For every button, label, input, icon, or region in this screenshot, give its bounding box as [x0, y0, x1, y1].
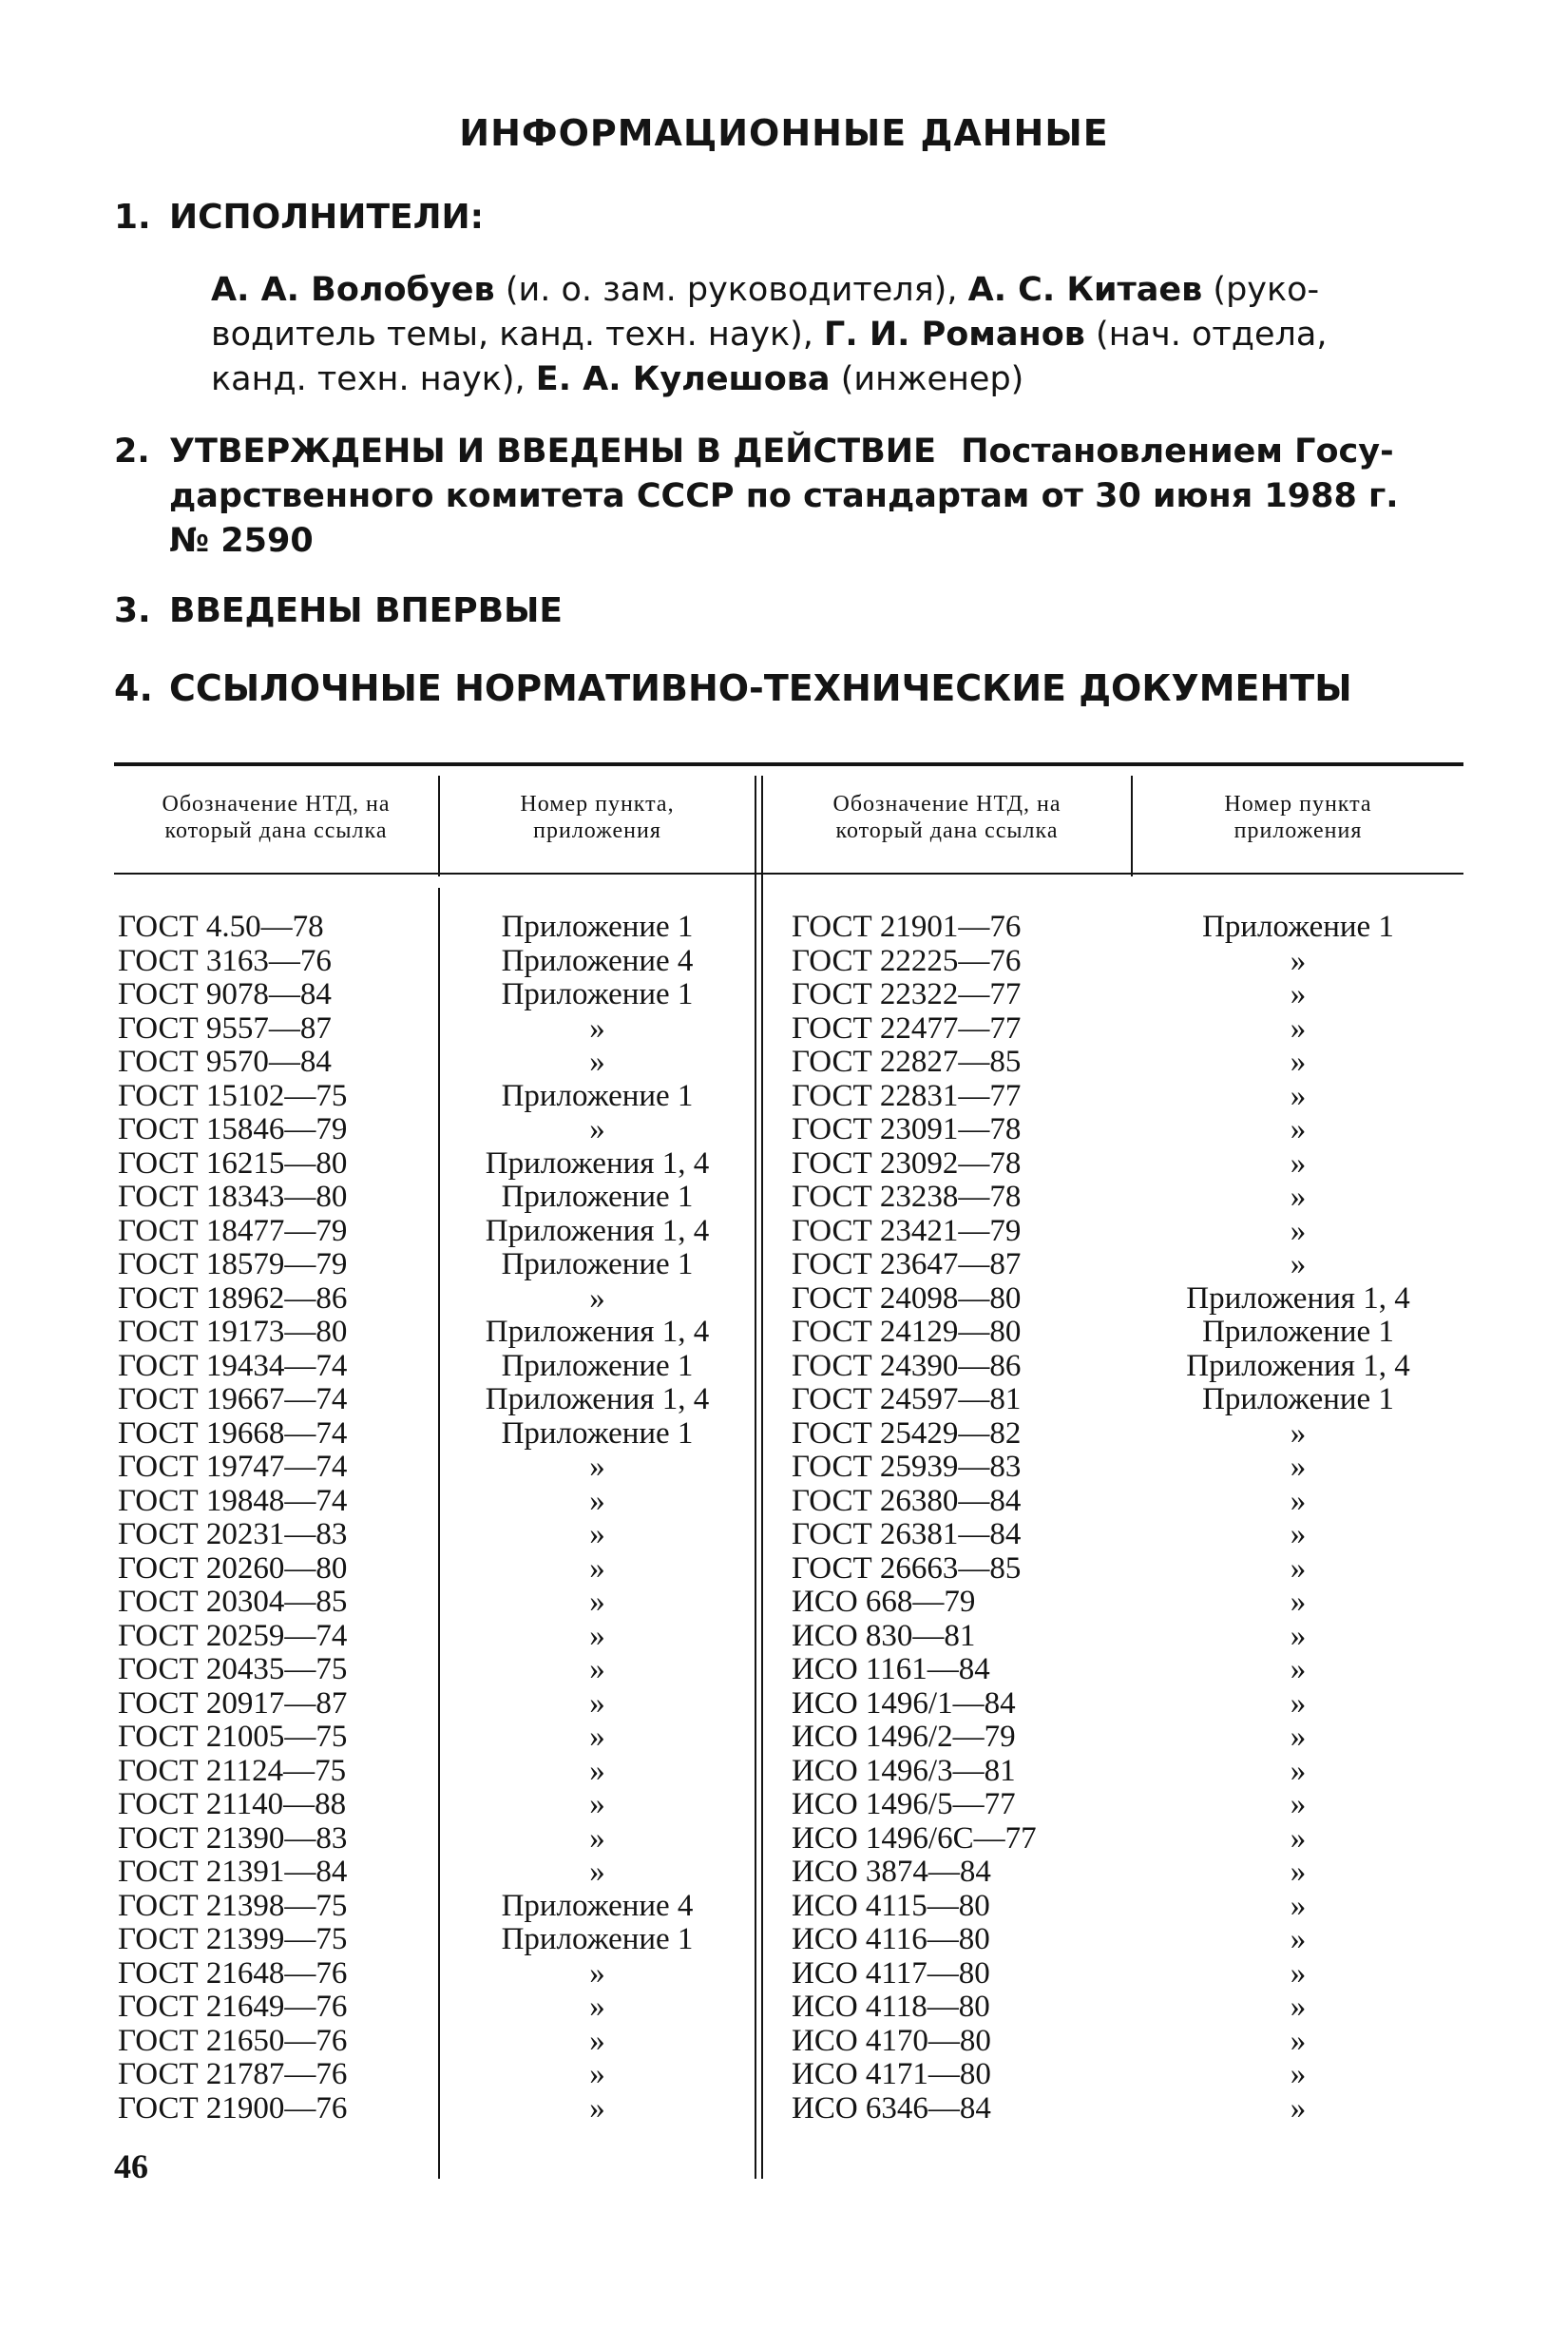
- table-cell-item: Приложения 1, 4: [1186, 1280, 1410, 1316]
- table-cell-doc: ГОСТ 22831—77: [792, 1078, 1022, 1113]
- header-text: Обозначение НТД, на: [162, 792, 391, 817]
- table-cell-item: »: [589, 1720, 605, 1754]
- header-left-item: [440, 791, 755, 844]
- table-cell-item: »: [1290, 1685, 1307, 1721]
- page-title: ИНФОРМАЦИОННЫЕ ДАННЫЕ: [459, 112, 1109, 154]
- table-cell-item: »: [1290, 1787, 1307, 1821]
- left-doc-column: [118, 911, 436, 2126]
- table-cell-doc: ГОСТ 21787—76: [118, 2057, 348, 2091]
- table-cell-doc: ИСО 668—79: [792, 1585, 976, 1619]
- performers-line-3: [211, 357, 1465, 402]
- header-right-item: [1133, 791, 1463, 844]
- header-text: Номер пункта: [1224, 792, 1372, 817]
- right-item-column: [1133, 911, 1463, 2126]
- header-right-doc: [763, 791, 1131, 844]
- table-cell-item: »: [1290, 1990, 1307, 2024]
- section-2-paragraph: [114, 430, 1463, 564]
- table-cell-item: »: [589, 1787, 605, 1821]
- section-number: 2.: [114, 433, 150, 471]
- table-cell-doc: ГОСТ 22477—77: [792, 1010, 1022, 1046]
- table-cell-doc: ИСО 830—81: [792, 1618, 976, 1653]
- approval-text: дарственного комитета СССР по стандартам от 30 июня 1988 г.: [169, 477, 1399, 515]
- table-cell-item: Приложение 1: [501, 1180, 694, 1214]
- performer-name: Г. И. Романов: [824, 316, 1085, 354]
- table-cell-item: »: [1290, 2023, 1307, 2058]
- table-top-rule: [114, 762, 1463, 766]
- table-cell-item: Приложение 1: [1202, 1315, 1394, 1349]
- table-cell-item: »: [589, 1483, 605, 1518]
- performers-line-2: [211, 313, 1465, 357]
- table-cell-doc: ГОСТ 25429—82: [792, 1415, 1022, 1451]
- section-title: ИСПОЛНИТЕЛИ:: [169, 198, 485, 237]
- table-cell-item: Приложение 1: [501, 1922, 694, 1956]
- table-cell-doc: ГОСТ 21005—75: [118, 1720, 348, 1754]
- table-cell-item: »: [589, 1685, 605, 1721]
- table-cell-item: »: [1290, 1550, 1307, 1586]
- table-cell-item: »: [589, 1990, 605, 2024]
- table-cell-doc: ИСО 3874—84: [792, 1855, 991, 1889]
- table-cell-item: Приложение 1: [501, 910, 694, 944]
- table-cell-item: »: [1290, 1180, 1307, 1214]
- table-cell-doc: ГОСТ 20231—83: [118, 1517, 348, 1551]
- performer-role: (руко-: [1213, 271, 1320, 309]
- table-cell-doc: ГОСТ 21649—76: [118, 1990, 348, 2024]
- table-cell-item: »: [589, 1652, 605, 1686]
- section-number: 3.: [114, 591, 151, 630]
- table-cell-item: »: [589, 2090, 605, 2126]
- table-cell-item: »: [1290, 2090, 1307, 2126]
- approval-number: № 2590: [169, 522, 314, 560]
- section-title: ССЫЛОЧНЫЕ НОРМАТИВНО-ТЕХНИЧЕСКИЕ ДОКУМЕНТЫ: [169, 667, 1352, 709]
- table-cell-item: »: [1290, 2057, 1307, 2091]
- table-cell-item: »: [589, 1855, 605, 1889]
- table-cell-doc: ИСО 1496/5—77: [792, 1787, 1016, 1821]
- table-cell-item: »: [589, 1450, 605, 1484]
- table-cell-item: »: [1290, 1078, 1307, 1113]
- table-cell-item: Приложение 4: [501, 943, 694, 978]
- table-cell-item: Приложения 1, 4: [485, 1382, 710, 1416]
- section-number: 1.: [114, 198, 151, 237]
- table-cell-doc: ГОСТ 19667—74: [118, 1382, 348, 1416]
- table-cell-item: »: [1290, 1483, 1307, 1518]
- table-cell-doc: ГОСТ 20435—75: [118, 1652, 348, 1686]
- table-cell-doc: ГОСТ 26663—85: [792, 1550, 1022, 1586]
- table-cell-doc: ГОСТ 19434—74: [118, 1348, 348, 1383]
- performer-name: А. С. Китаев: [967, 271, 1203, 309]
- table-cell-item: »: [1290, 1753, 1307, 1788]
- header-text: который дана ссылка: [164, 818, 388, 843]
- table-cell-doc: ГОСТ 23238—78: [792, 1180, 1022, 1214]
- table-cell-doc: ИСО 4118—80: [792, 1990, 990, 2024]
- column-divider-double: [755, 776, 756, 2179]
- table-cell-item: »: [589, 1112, 605, 1146]
- table-cell-item: »: [1290, 1652, 1307, 1686]
- table-cell-doc: ИСО 1496/1—84: [792, 1685, 1016, 1721]
- performers-paragraph: [211, 268, 1465, 402]
- table-cell-doc: ГОСТ 23092—78: [792, 1145, 1022, 1181]
- table-cell-doc: ГОСТ 9078—84: [118, 977, 332, 1011]
- table-cell-doc: ГОСТ 4.50—78: [118, 910, 324, 944]
- table-cell-doc: ГОСТ 21398—75: [118, 1888, 348, 1923]
- table-cell-item: »: [589, 1585, 605, 1619]
- table-cell-doc: ИСО 1496/3—81: [792, 1753, 1016, 1788]
- table-cell-doc: ГОСТ 21390—83: [118, 1820, 348, 1856]
- table-cell-doc: ГОСТ 9570—84: [118, 1045, 332, 1079]
- table-cell-doc: ГОСТ 9557—87: [118, 1010, 332, 1046]
- table-cell-item: »: [1290, 1618, 1307, 1653]
- table-cell-item: Приложение 1: [501, 1348, 694, 1383]
- table-cell-item: »: [589, 2023, 605, 2058]
- table-cell-doc: ИСО 1496/6С—77: [792, 1820, 1037, 1856]
- table-cell-doc: ГОСТ 3163—76: [118, 943, 332, 978]
- performer-name: А. А. Волобуев: [211, 271, 495, 309]
- table-cell-item: »: [1290, 1112, 1307, 1146]
- table-cell-doc: ИСО 4116—80: [792, 1922, 990, 1956]
- left-item-column: [440, 911, 755, 2126]
- table-cell-doc: ГОСТ 18477—79: [118, 1213, 348, 1248]
- table-cell-doc: ИСО 4171—80: [792, 2057, 991, 2091]
- performer-role: (инженер): [840, 360, 1024, 398]
- table-cell-doc: ГОСТ 21391—84: [118, 1855, 348, 1889]
- performer-role: канд. техн. наук),: [211, 360, 526, 398]
- table-cell-doc: ИСО 1161—84: [792, 1652, 990, 1686]
- table-cell-item: »: [1290, 1955, 1307, 1991]
- table-cell-item: Приложения 1, 4: [485, 1145, 710, 1181]
- performer-name: Е. А. Кулешова: [535, 360, 831, 398]
- table-cell-item: Приложение 1: [1202, 910, 1394, 944]
- table-cell-doc: ГОСТ 19173—80: [118, 1315, 348, 1349]
- table-cell-doc: ГОСТ 19668—74: [118, 1415, 348, 1451]
- section-2-line-1: [114, 430, 1463, 474]
- table-cell-item: »: [1290, 943, 1307, 978]
- table-cell-doc: ИСО 6346—84: [792, 2090, 991, 2126]
- table-cell-item: »: [589, 1010, 605, 1046]
- table-cell-doc: ГОСТ 19747—74: [118, 1450, 348, 1484]
- table-cell-doc: ГОСТ 24098—80: [792, 1280, 1022, 1316]
- table-cell-item: »: [589, 1955, 605, 1991]
- table-cell-doc: ГОСТ 18343—80: [118, 1180, 348, 1214]
- right-doc-column: [792, 911, 1131, 2126]
- approval-text: Постановлением Госу-: [961, 433, 1394, 471]
- table-cell-item: »: [1290, 1247, 1307, 1281]
- table-cell-item: »: [1290, 1585, 1307, 1619]
- table-cell-item: Приложение 1: [1202, 1382, 1394, 1416]
- table-cell-item: »: [1290, 1855, 1307, 1889]
- table-cell-item: »: [1290, 1450, 1307, 1484]
- section-1-heading: [114, 198, 484, 237]
- performer-role: (и. о. зам. руководителя),: [505, 271, 958, 309]
- table-cell-item: Приложение 1: [501, 1247, 694, 1281]
- table-cell-doc: ГОСТ 15846—79: [118, 1112, 348, 1146]
- table-cell-doc: ГОСТ 20259—74: [118, 1618, 348, 1653]
- table-cell-doc: ГОСТ 21140—88: [118, 1787, 347, 1821]
- table-cell-doc: ГОСТ 26381—84: [792, 1517, 1022, 1551]
- table-cell-doc: ИСО 4117—80: [792, 1955, 990, 1991]
- header-text: Обозначение НТД, на: [832, 792, 1061, 817]
- performers-line-1: [211, 268, 1465, 313]
- section-4-heading: [114, 667, 1352, 709]
- table-cell-doc: ГОСТ 20304—85: [118, 1585, 348, 1619]
- table-cell-doc: ГОСТ 18579—79: [118, 1247, 348, 1281]
- table-cell-doc: ГОСТ 24129—80: [792, 1315, 1022, 1349]
- table-cell-item: »: [589, 2057, 605, 2091]
- section-number: 4.: [114, 667, 153, 709]
- table-cell-doc: ГОСТ 23647—87: [792, 1247, 1022, 1281]
- table-cell-doc: ИСО 4170—80: [792, 2023, 991, 2058]
- table-cell-item: »: [1290, 1045, 1307, 1079]
- table-cell-doc: ГОСТ 19848—74: [118, 1483, 348, 1518]
- section-title: ВВЕДЕНЫ ВПЕРВЫЕ: [169, 591, 563, 630]
- table-cell-doc: ГОСТ 22225—76: [792, 943, 1022, 978]
- table-cell-item: Приложение 1: [501, 977, 694, 1011]
- table-cell-item: »: [1290, 977, 1307, 1011]
- table-cell-item: »: [1290, 1922, 1307, 1956]
- table-cell-doc: ГОСТ 26380—84: [792, 1483, 1022, 1518]
- table-cell-doc: ИСО 1496/2—79: [792, 1720, 1016, 1754]
- column-divider-double: [761, 776, 763, 2179]
- table-cell-item: »: [589, 1550, 605, 1586]
- table-cell-item: Приложение 1: [501, 1415, 694, 1451]
- header-text: Номер пункта,: [520, 792, 675, 817]
- table-cell-doc: ГОСТ 22827—85: [792, 1045, 1022, 1079]
- table-cell-item: »: [1290, 1820, 1307, 1856]
- performer-role: водитель темы, канд. техн. наук),: [211, 316, 813, 354]
- table-cell-doc: ГОСТ 21650—76: [118, 2023, 348, 2058]
- header-text: приложения: [1233, 818, 1363, 843]
- table-cell-doc: ГОСТ 22322—77: [792, 977, 1022, 1011]
- table-header-rule: [114, 873, 1463, 875]
- table-cell-doc: ИСО 4115—80: [792, 1888, 990, 1923]
- table-cell-doc: ГОСТ 23421—79: [792, 1213, 1022, 1248]
- table-cell-item: »: [1290, 1010, 1307, 1046]
- table-cell-item: Приложение 1: [501, 1078, 694, 1113]
- table-cell-item: Приложения 1, 4: [485, 1315, 710, 1349]
- references-table: [114, 762, 1463, 2177]
- section-title: УТВЕРЖДЕНЫ И ВВЕДЕНЫ В ДЕЙСТВИЕ: [169, 433, 936, 471]
- header-left-doc: [114, 791, 438, 844]
- table-cell-item: Приложение 4: [501, 1888, 694, 1923]
- table-cell-item: »: [1290, 1888, 1307, 1923]
- table-cell-doc: ГОСТ 25939—83: [792, 1450, 1022, 1484]
- table-cell-doc: ГОСТ 21399—75: [118, 1922, 348, 1956]
- table-cell-doc: ГОСТ 21648—76: [118, 1955, 348, 1991]
- table-cell-doc: ГОСТ 15102—75: [118, 1078, 348, 1113]
- table-cell-doc: ГОСТ 21124—75: [118, 1753, 347, 1788]
- header-text: приложения: [533, 818, 661, 843]
- table-cell-item: »: [589, 1280, 605, 1316]
- table-cell-item: Приложения 1, 4: [1186, 1348, 1410, 1383]
- page-number: 46: [114, 2147, 148, 2185]
- table-cell-doc: ГОСТ 24597—81: [792, 1382, 1022, 1416]
- table-cell-item: »: [589, 1517, 605, 1551]
- performer-role: (нач. отдела,: [1096, 316, 1328, 354]
- table-cell-doc: ГОСТ 21901—76: [792, 910, 1022, 944]
- table-cell-doc: ГОСТ 16215—80: [118, 1145, 348, 1181]
- table-cell-item: »: [589, 1045, 605, 1079]
- table-cell-item: »: [1290, 1415, 1307, 1451]
- table-cell-item: »: [1290, 1720, 1307, 1754]
- table-cell-item: »: [1290, 1517, 1307, 1551]
- table-cell-doc: ГОСТ 18962—86: [118, 1280, 348, 1316]
- table-cell-item: »: [589, 1820, 605, 1856]
- table-cell-doc: ГОСТ 20917—87: [118, 1685, 348, 1721]
- table-cell-item: »: [589, 1753, 605, 1788]
- table-cell-doc: ГОСТ 24390—86: [792, 1348, 1022, 1383]
- table-cell-doc: ГОСТ 21900—76: [118, 2090, 348, 2126]
- table-cell-doc: ГОСТ 23091—78: [792, 1112, 1022, 1146]
- header-text: который дана ссылка: [835, 818, 1059, 843]
- section-3-heading: [114, 591, 563, 630]
- table-cell-item: Приложения 1, 4: [485, 1213, 710, 1248]
- table-cell-item: »: [589, 1618, 605, 1653]
- table-cell-item: »: [1290, 1213, 1307, 1248]
- table-cell-item: »: [1290, 1145, 1307, 1181]
- table-cell-doc: ГОСТ 20260—80: [118, 1550, 348, 1586]
